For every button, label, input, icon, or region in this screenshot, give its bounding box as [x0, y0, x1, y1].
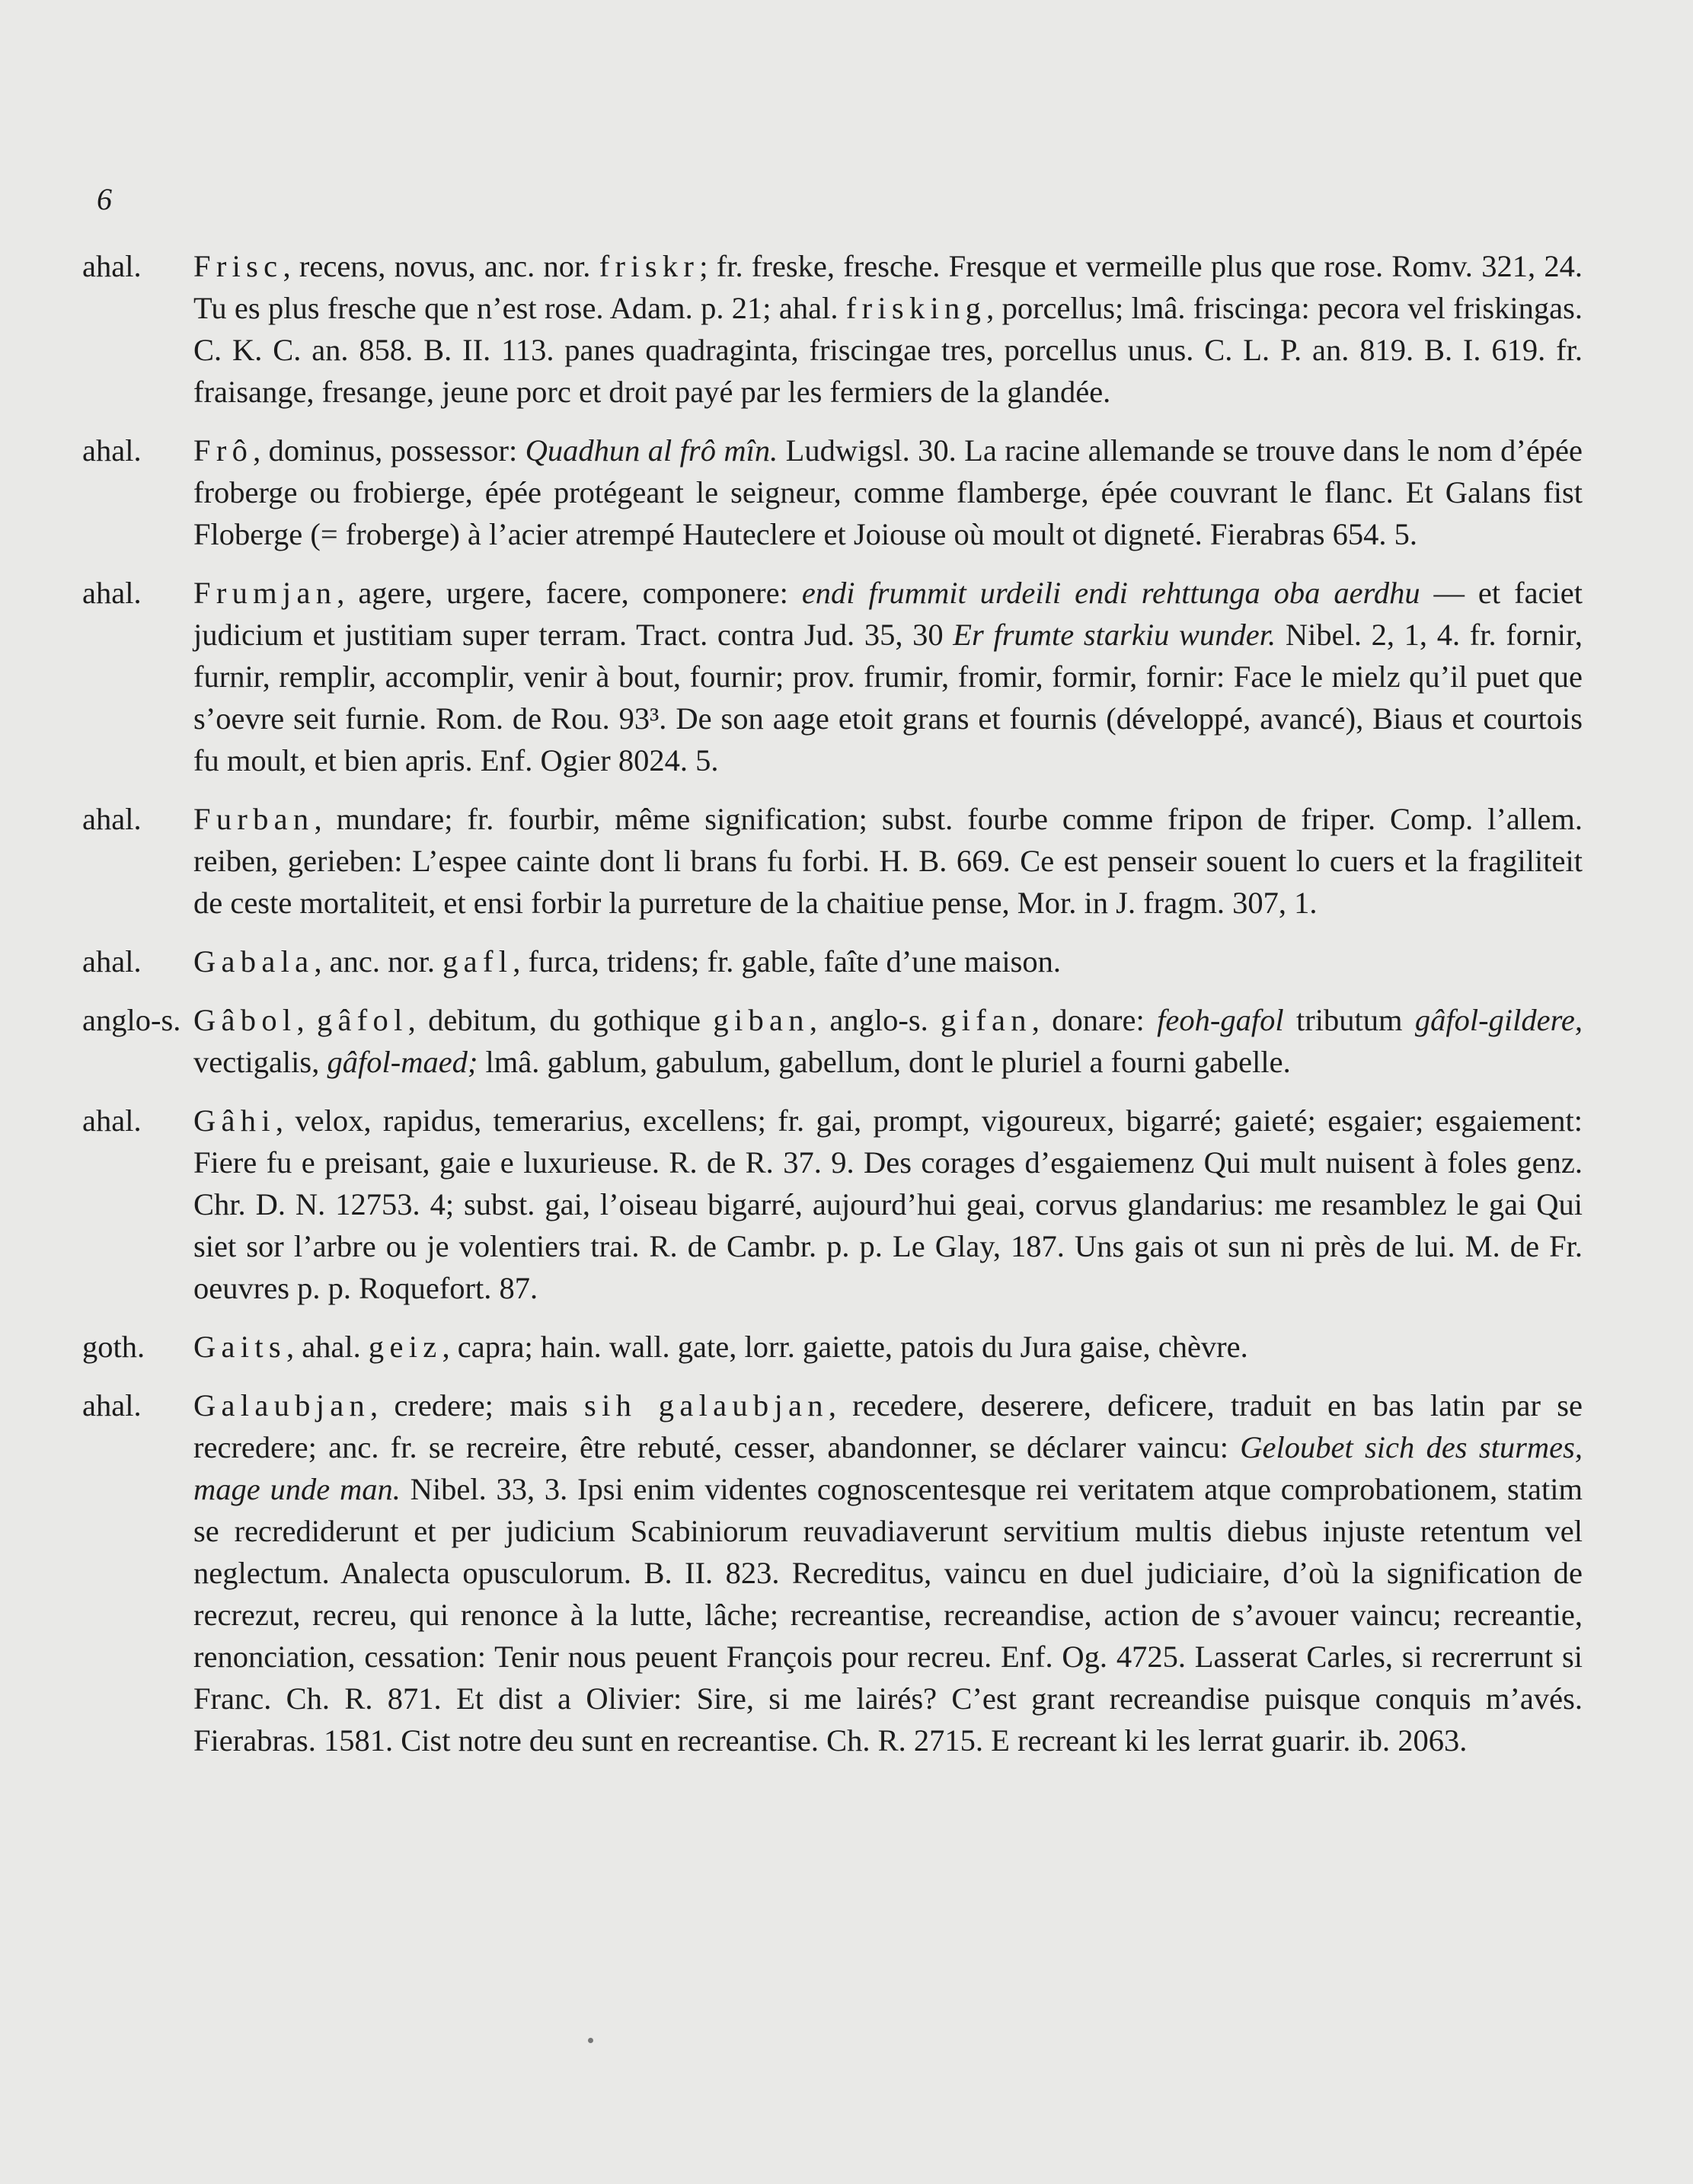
entry-text-segment: — et faciet judicium et justitiam super terram. Tract. contra Jud. 35, 30: [193, 576, 1583, 652]
italic-quote: gâfol-maed;: [327, 1045, 478, 1079]
entry-text-segment: , debitum, du gothique: [407, 1003, 714, 1037]
page-number: 6: [97, 182, 112, 216]
entry-language: ahal.: [82, 1103, 142, 1138]
dictionary-entries: [82, 245, 1583, 1778]
headword: Gâhi: [193, 1103, 276, 1138]
entry-language: goth.: [82, 1330, 145, 1364]
headword: Gabala: [193, 944, 315, 979]
entry-text: [193, 1384, 1583, 1761]
entry-language: ahal.: [82, 249, 142, 283]
headword: Frisc: [193, 249, 283, 283]
headword: friskr: [599, 249, 700, 283]
entry-text-segment: , ahal.: [286, 1330, 369, 1364]
entry-text-segment: , furca, tridens; fr. gable, faîte d’une maison.: [513, 944, 1062, 979]
entry-language: ahal.: [82, 802, 142, 836]
entry-text: [193, 999, 1583, 1083]
entry-text-segment: , anc. nor.: [314, 944, 443, 979]
headword: Gâbol: [193, 1003, 297, 1037]
entry-text-segment: , capra; hain. wall. gate, lorr. gaiette, patois du Jura gaise, chèvre.: [442, 1330, 1248, 1364]
headword: gifan: [941, 1003, 1032, 1037]
entry-language: ahal.: [82, 1388, 142, 1422]
entry-text-segment: , recens, novus, anc. nor.: [283, 249, 599, 283]
entry-text-segment: ; fr. freske, fresche. Fresque et vermeille plus que rose. Romv. 321, 24. Tu es plus fresche que n’est rose. Adam. p. 21; ahal.: [193, 249, 1583, 325]
headword: Galaubjan: [193, 1388, 371, 1422]
entry-text: [193, 245, 1583, 413]
headword: Frumjan: [193, 576, 337, 610]
italic-quote: Quadhun al frô mîn.: [525, 433, 778, 468]
entry-text: [193, 1326, 1583, 1368]
entry-text-segment: vectigalis,: [193, 1045, 327, 1079]
entry-text-segment: tributum: [1283, 1003, 1415, 1037]
dictionary-entry: [82, 429, 1583, 555]
ink-speck: [588, 2038, 593, 2043]
entry-text-segment: , donare:: [1031, 1003, 1158, 1037]
entry-text: [193, 429, 1583, 555]
entry-text-segment: , mundare; fr. fourbir, même signification; subst. fourbe comme fripon de friper. Comp. l’allem. reiben, gerieben: L’espee cainte dont li brans fu forbi. H. B. 669. Ce est penseir souent lo cuers et la fragiliteit de ceste mortaliteit, et ensi forbir la purreture de la chaitiue pense, Mor. in J. fragm. 307, 1.: [193, 802, 1583, 920]
entry-text-segment: lmâ. gablum, gabulum, gabellum, dont le pluriel a fourni gabelle.: [478, 1045, 1291, 1079]
entry-text-segment: ,: [296, 1003, 317, 1037]
entry-text-segment: , agere, urgere, facere, componere:: [337, 576, 802, 610]
entry-text-segment: , anglo-s.: [809, 1003, 941, 1037]
entry-text-segment: , dominus, possessor:: [253, 433, 525, 468]
dictionary-entry: [82, 1100, 1583, 1309]
entry-text-segment: , porcellus; lmâ. friscinga: pecora vel friskingas. C. K. C. an. 858. B. II. 113. panes quadraginta, friscingae tres, porcellus unus. C. L. P. an. 819. B. I. 619. fr. fraisange, fresange, jeune porc et droit payé par les fermiers de la glandée.: [193, 291, 1583, 409]
italic-quote: Geloubet sich des sturmes, mage unde man.: [193, 1430, 1583, 1506]
entry-language: ahal.: [82, 944, 142, 979]
entry-text: [193, 1100, 1583, 1309]
dictionary-entry: [82, 572, 1583, 781]
entry-language: ahal.: [82, 576, 142, 610]
italic-quote: feoh-gafol: [1157, 1003, 1284, 1037]
italic-quote: Er frumte starkiu wunder.: [953, 618, 1276, 652]
headword: giban: [713, 1003, 810, 1037]
dictionary-entry: [82, 999, 1583, 1083]
entry-text: [193, 798, 1583, 924]
entry-language: ahal.: [82, 433, 142, 468]
headword: geiz: [368, 1330, 442, 1364]
dictionary-entry: [82, 245, 1583, 413]
dictionary-entry: [82, 1384, 1583, 1761]
entry-text: [193, 940, 1583, 982]
entry-text: [193, 572, 1583, 781]
entry-text-segment: Ludwigsl. 30. La racine allemande se trouve dans le nom d’épée froberge ou frobierge, épée protégeant le seigneur, comme flamberge, épée couvrant le flanc. Et Galans fist Floberge (= froberge) à l’acier atrempé Hauteclere et Joiouse où moult ot digneté. Fierabras 654. 5.: [193, 433, 1583, 551]
headword: Gaits: [193, 1330, 286, 1364]
italic-quote: endi frummit urdeili endi rehttunga oba aerdhu: [801, 576, 1420, 610]
entry-language: anglo-s.: [82, 1003, 181, 1037]
entry-text-segment: , recedere, deserere, deficere, traduit en bas latin par se recredere; anc. fr. se recreire, être rebuté, cesser, abandonner, se déclarer vaincu:: [193, 1388, 1583, 1464]
entry-text-segment: , velox, rapidus, temerarius, excellens; fr. gai, prompt, vigoureux, bigarré; gaieté; esgaier; esgaiement: Fiere fu e preisant, gaie e luxurieuse. R. de R. 37. 9. Des corages d’esgaiemenz Qui mult nuisent à foles genz. Chr. D. N. 12753. 4; subst. gai, l’oiseau bigarré, aujourd’hui geai, corvus glandarius: me resamblez le gai Qui siet sor l’arbre ou je volentiers trai. R. de Cambr. p. p. Le Glay, 187. Uns gais ot sun ni près de lui. M. de Fr. oeuvres p. p. Roquefort. 87.: [193, 1103, 1583, 1305]
headword: sih galaubjan: [584, 1388, 829, 1422]
headword: frisking: [845, 291, 987, 325]
headword: Furban: [193, 802, 315, 836]
headword: gafl: [442, 944, 513, 979]
entry-text-segment: Nibel. 2, 1, 4. fr. fornir, furnir, remplir, accomplir, venir à bout, fournir; prov. frumir, fromir, formir, fornir: Face le mielz qu’il puet que s’oevre seit furnie. Rom. de Rou. 93³. De son aage etoit grans et fournis (développé, avancé), Biaus et courtois fu moult, et bien apris. Enf. Ogier 8024. 5.: [193, 618, 1583, 777]
dictionary-entry: [82, 940, 1583, 982]
headword: Frô: [193, 433, 254, 468]
entry-text-segment: Nibel. 33, 3. Ipsi enim videntes cognoscentesque rei veritatem atque comprobationem, statim se recrediderunt et per judicium Scabiniorum reuvadiaverunt servitium multis diebus injuste retentum vel neglectum. Analecta opusculorum. B. II. 823. Recreditus, vaincu en duel judiciaire, d’où la signification de recrezut, recreu, qui renonce à la lutte, lâche; recreantise, recreandise, action de s’avouer vaincu; recreantie, renonciation, cessation: Tenir nous peuent François pour recreu. Enf. Og. 4725. Lasserat Carles, si recrerrunt si Franc. Ch. R. 871. Et dist a Olivier: Sire, si me lairés? C’est grant recreandise puisque conquis m’avés. Fierabras. 1581. Cist notre deu sunt en recreantise. Ch. R. 2715. E recreant ki les lerrat guarir. ib. 2063.: [193, 1472, 1583, 1758]
entry-text-segment: , credere; mais: [370, 1388, 585, 1422]
italic-quote: gâfol-gildere,: [1414, 1003, 1583, 1037]
headword: gâfol: [316, 1003, 408, 1037]
dictionary-entry: [82, 798, 1583, 924]
dictionary-entry: [82, 1326, 1583, 1368]
